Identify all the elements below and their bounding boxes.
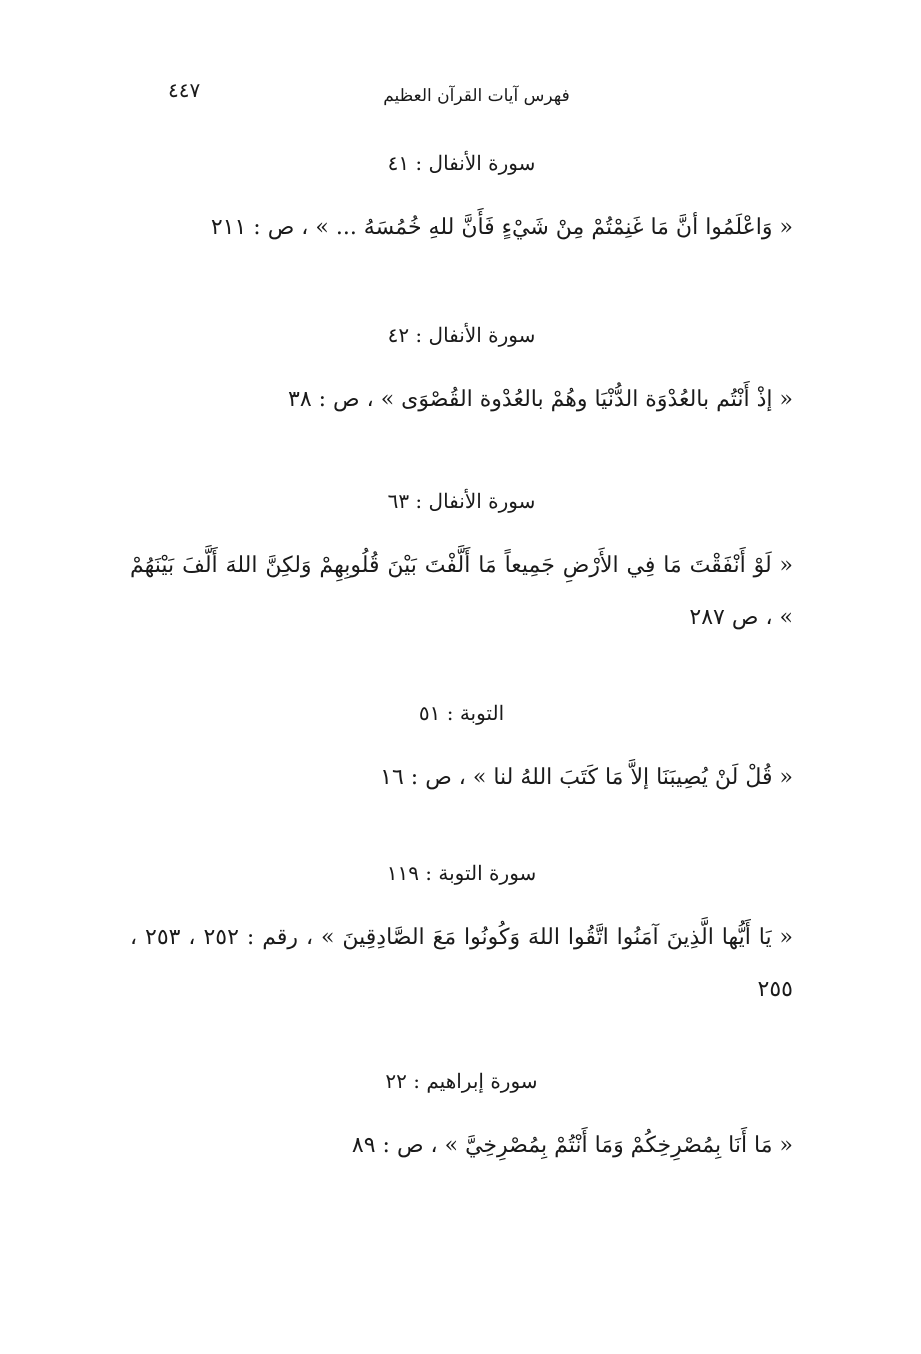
- surah-reference: سورة إبراهيم : ٢٢: [385, 1069, 538, 1093]
- verse-text: « إذْ أَنْتُم بالعُدْوَة الدُّنْيَا وهُمْ بالعُدْوة القُصْوَى » ، ص : ٣٨: [288, 387, 793, 412]
- verse-text: « يَا أَيُّها الَّذِينَ آمَنُوا اتَّقُوا اللهَ وَكُونُوا مَعَ الصَّادِقِينَ » ، رقم : ٢٥٢ ، ٢٥٣ ، ٢٥٥: [130, 925, 794, 1002]
- index-entry: [130, 318, 793, 426]
- index-entry: [130, 1064, 793, 1172]
- verse-text: « لَوْ أَنْفَقْتَ مَا فِي الأَرْضِ جَمِيعاً مَا أَلَّفْتَ بَيْنَ قُلُوبِهِمْ وَلكِنَّ اللهَ أَلَّفَ بَيْنَهُمْ » ، ص ٢٨٧: [130, 553, 793, 630]
- index-entry: [130, 484, 793, 644]
- surah-reference: سورة الأنفال : ٤٢: [387, 323, 536, 347]
- running-title: فهرس آيات القرآن العظيم: [383, 86, 570, 106]
- surah-reference: سورة التوبة : ١١٩: [386, 861, 537, 885]
- page-header: [160, 78, 793, 112]
- surah-reference: سورة الأنفال : ٤١: [387, 151, 536, 175]
- verse-text: « قُلْ لَنْ يُصِيبَنَا إلاَّ مَا كَتَبَ اللهُ لنا » ، ص : ١٦: [380, 765, 793, 790]
- surah-reference: التوبة : ٥١: [418, 701, 505, 725]
- index-entry: [130, 146, 793, 254]
- verse-text: « وَاعْلَمُوا أنَّ مَا غَنِمْتُمْ مِنْ شَيْءٍ فَأَنَّ للهِ خُمُسَهُ ... » ، ص : ٢١١: [210, 215, 793, 240]
- page-number: ٤٤٧: [168, 78, 201, 102]
- index-entry: [130, 856, 793, 1016]
- index-entry: [130, 696, 793, 804]
- surah-reference: سورة الأنفال : ٦٣: [387, 489, 536, 513]
- verse-text: « مَا أَنَا بِمُصْرِخِكُمْ وَمَا أَنْتُمْ بِمُصْرِخِيَّ » ، ص : ٨٩: [351, 1133, 793, 1158]
